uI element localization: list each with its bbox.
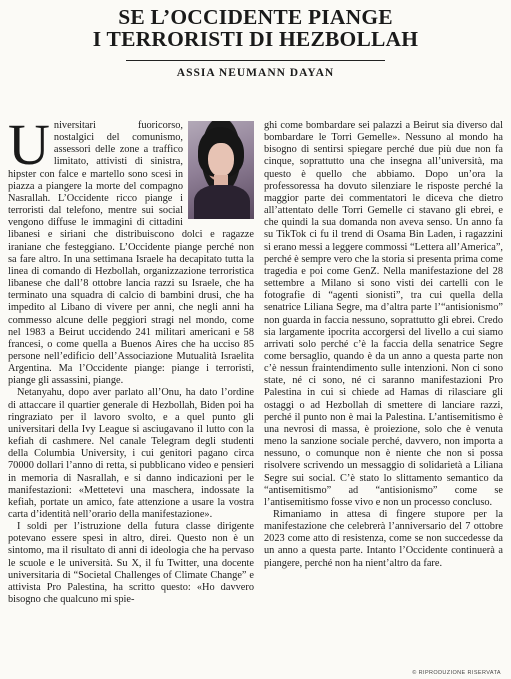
paragraph: Rimaniamo in attesa di fingere stupore per la manifestazione che celebrerà l’anniversario del 7 ottobre 2023 come atto di resistenza, come se non succedesse da un anno a questa parte. Intanto l’Occidente continuerà a piangere, perché non ha nient’altro da fare. [264,509,503,569]
headline-rule [126,60,385,61]
paragraph: Universitari fuoricorso, nostalgici del comunismo, assessori delle zone a traffico limitato, attivisti di sinistra, hipster con falce e martello sono scesi in piazza a piangere la morte del compagno Nasrallah. L’Occidente ricco piange i terroristi dal telefono, mentre sui social vengono diffuse le immagini di cittadini libanesi e siriani che distribuiscono dolci e ragazze iraniane che festeggiano. L’Occidente piange perché non sa fare altro. In una settimana Israele ha decapitato tutta la linea di comando di Hezbollah, organizzazione terroristica libanese che dall’8 ottobre lancia razzi su Israele, che ha terminato una squadra di calcio di bambini drusi, che ha impedito al Libano di vivere per anni, che negli anni ha commesso alcune delle peggiori stragi nel mondo, come nel 1983 a Beirut uccidendo 241 militari americani e 58 francesi, o come quella a Buenos Aires che ha ucciso 85 persone nell’edificio dell’Associazione Mutualità Israelita Argentina. Ma l’Occidente piange: piange i terroristi, piange gli assassini, piange. [8,120,254,387]
author-portrait-icon [188,121,254,219]
paragraph: I soldi per l’istruzione della futura classe dirigente potevano essere spesi in altro, direi. Questo non è un sintomo, ma il risultato di anni di ideologia che ha pervaso le scuole e le università. Su X, il fu Twitter, una docente universitaria di “Societal Challenges of Climate Change” e attivista Pro Palestina, ha scritto questo: «Ho davvero bisogno che qualcuno mi spie- [8,521,254,606]
paragraph: ghi come bombardare sei palazzi a Beirut sia diverso dal bombardare le Torri Gemelle». Nessuno al mondo ha bisogno di sentirsi spiegare perché due più due non fa cinque, soprattutto una che insegna all’università, ma questo è quello che abbiamo. Dopo un’ora la professoressa ha dovuto silenziare le risposte perché la maggior parte dei commentatori le diceva che dietro all’attentato delle Torri Gemelle ci stavano gli ebrei, e che quindi la sua domanda non aveva senso. Un anno fa su TikTok ci fu il trend di Osama Bin Laden, i ragazzini si erano messi a leggere commossi “Lettera all’America”, perché è sempre vero che la storia si presenta prima come tragedia e poi come GenZ. Nella manifestazione del 28 settembre a Milano si sono visti dei cartelli con le fotografie di “agenti sionisti”, tra cui quella della senatrice Liliana Segre, ma d’altra parte l’“antisionismo” non guarda in faccia nessuno, soprattutto gli ebrei. Credo sia largamente ipocrita accorgersi del livello a cui siamo arrivati solo perché c’è la faccia della senatrice Segre come bersaglio, quando è da un anno a questa parte non c’è nessun fraintendimento sulle intenzioni. Non ci sono state, né ci sono, né ci saranno manifestazioni Pro Palestina in cui si chiede ad Hamas di rilasciare gli ostaggi o ad Hezbollah di smettere di lanciare razzi, perché il punto non è mai la Palestina. L’antisemitismo è una nevrosi di massa, è proiezione, solo che è venuta meno la sanzione sociale perché, davvero, non importa a nessuno, o comunque non è niente che non si possa risolvere scrivendo un messaggio di solidarietà a Liliana Segre sui social. C’è stato lo slittamento semantico da “antisemitismo” ad “antisionismo” come se l’antisemitismo fosse vivo e non un processo concluso. [264,120,503,508]
copyright-notice: © RIPRODUZIONE RISERVATA [412,670,501,676]
headline-line-1: SE L’OCCIDENTE PIANGE [118,5,393,29]
author-byline: ASSIA NEUMANN DAYAN [176,67,335,79]
article-body [8,120,503,665]
headline [8,0,503,50]
headline-line-2: I TERRORISTI DI HEZBOLLAH [92,27,419,51]
dropcap: U [8,120,50,177]
column-left [8,120,258,665]
paragraph: Netanyahu, dopo aver parlato all’Onu, ha dato l’ordine di attaccare il quartier generale di Hezbollah, Biden poi ha ringraziato per il lavoro svolto, e a quel punto gli universitari della Ivy League si asciugavano il lutto con la kefiah di cashmere. Nel canale Telegram degli studenti della Columbia University, i cui genitori pagano circa 70000 dollari l’anno di retta, si pubblicano video e pensieri in memoria di Nasrallah, e si danno indicazioni per le manifestazioni: «Mettetevi una maschera, indossate la kefiah, portate un amico, fate attenzione a usare la vostra carta d’identità nell’orario della manifestazione». [8,387,254,520]
column-right [258,120,503,665]
